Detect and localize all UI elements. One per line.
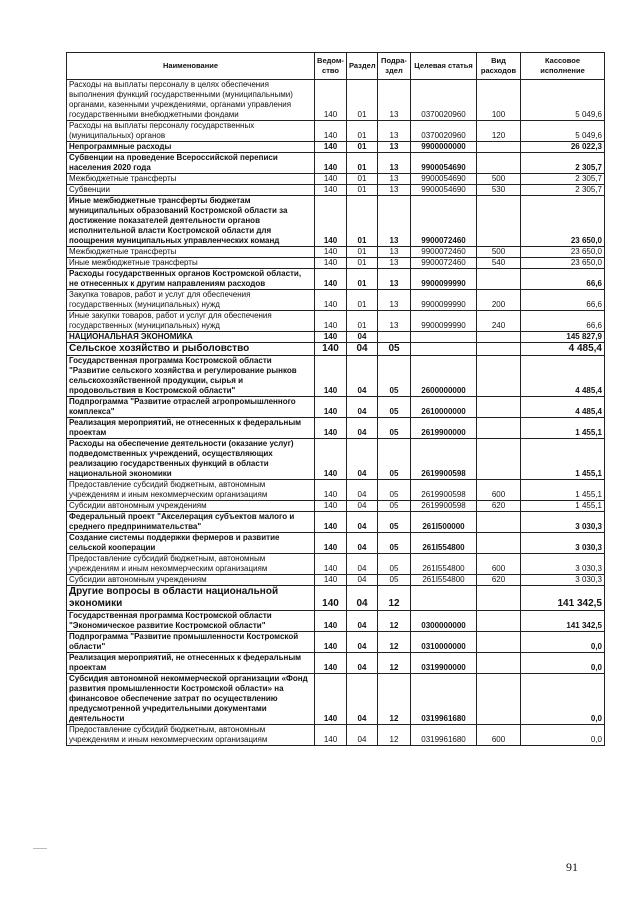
cell-name: Федеральный проект "Акселерация субъектов малого и среднего предпринимательства" bbox=[67, 512, 315, 533]
cell-exptype bbox=[477, 418, 521, 439]
cell-target: 2610000000 bbox=[411, 397, 477, 418]
cell-cash: 0,0 bbox=[521, 653, 605, 674]
cell-cash: 1 455,1 bbox=[521, 501, 605, 512]
cell-exptype bbox=[477, 332, 521, 343]
cell-cash: 2 305,7 bbox=[521, 185, 605, 196]
cell-cash: 3 030,3 bbox=[521, 554, 605, 575]
cell-dept: 140 bbox=[315, 80, 347, 121]
table-row bbox=[67, 512, 605, 533]
cell-dept: 140 bbox=[315, 632, 347, 653]
cell-target: 0370020960 bbox=[411, 80, 477, 121]
cell-subsection: 12 bbox=[378, 632, 411, 653]
header-name: Наименование bbox=[67, 53, 315, 80]
cell-target: 9900099990 bbox=[411, 269, 477, 290]
cell-exptype bbox=[477, 142, 521, 153]
cell-target bbox=[411, 343, 477, 356]
cell-section: 04 bbox=[347, 397, 378, 418]
table-row bbox=[67, 725, 605, 746]
table-row bbox=[67, 397, 605, 418]
table-row bbox=[67, 439, 605, 480]
header-dept: Ведом-ство bbox=[315, 53, 347, 80]
header-exptype: Вид расходов bbox=[477, 53, 521, 80]
cell-dept: 140 bbox=[315, 480, 347, 501]
cell-name: Закупка товаров, работ и услуг для обеспечения государственных (муниципальных) нужд bbox=[67, 290, 315, 311]
cell-cash: 1 455,1 bbox=[521, 439, 605, 480]
cell-dept: 140 bbox=[315, 356, 347, 397]
table-row bbox=[67, 480, 605, 501]
cell-target: 9900000000 bbox=[411, 142, 477, 153]
cell-dept: 140 bbox=[315, 290, 347, 311]
table-row bbox=[67, 185, 605, 196]
cell-cash: 3 030,3 bbox=[521, 575, 605, 586]
cell-subsection: 05 bbox=[378, 356, 411, 397]
cell-exptype bbox=[477, 611, 521, 632]
cell-subsection: 13 bbox=[378, 153, 411, 174]
cell-target: 0319900000 bbox=[411, 653, 477, 674]
cell-section: 04 bbox=[347, 501, 378, 512]
table-row bbox=[67, 343, 605, 356]
cell-cash: 4 485,4 bbox=[521, 343, 605, 356]
table-row bbox=[67, 674, 605, 725]
cell-dept: 140 bbox=[315, 397, 347, 418]
table-row bbox=[67, 174, 605, 185]
cell-section: 01 bbox=[347, 142, 378, 153]
cell-cash: 1 455,1 bbox=[521, 480, 605, 501]
table-row bbox=[67, 356, 605, 397]
cell-subsection: 05 bbox=[378, 343, 411, 356]
cell-target: 0319961680 bbox=[411, 725, 477, 746]
cell-target: 9900099990 bbox=[411, 290, 477, 311]
cell-cash: 26 022,3 bbox=[521, 142, 605, 153]
cell-subsection: 05 bbox=[378, 418, 411, 439]
cell-name: Субсидия автономной некоммерческой организации «Фонд развития промышленности Костромской области» на финансовое обеспечение затрат по осуществлению предусмотренной учредительными документами деятельности bbox=[67, 674, 315, 725]
table-row bbox=[67, 501, 605, 512]
cell-section: 04 bbox=[347, 674, 378, 725]
cell-section: 04 bbox=[347, 439, 378, 480]
cell-name: Реализация мероприятий, не отнесенных к федеральным проектам bbox=[67, 418, 315, 439]
cell-exptype: 200 bbox=[477, 290, 521, 311]
table-row bbox=[67, 258, 605, 269]
cell-name: Сельское хозяйство и рыболовство bbox=[67, 343, 315, 356]
cell-cash: 0,0 bbox=[521, 632, 605, 653]
cell-cash: 3 030,3 bbox=[521, 533, 605, 554]
cell-subsection: 13 bbox=[378, 247, 411, 258]
cell-target: 2619900598 bbox=[411, 439, 477, 480]
cell-subsection: 05 bbox=[378, 397, 411, 418]
cell-section: 01 bbox=[347, 290, 378, 311]
cell-name: Государственная программа Костромской области "Развитие сельского хозяйства и регулирование рынков сельскохозяйственной продукции, сырья и продовольствия в Костромской области" bbox=[67, 356, 315, 397]
cell-dept: 140 bbox=[315, 418, 347, 439]
cell-exptype bbox=[477, 397, 521, 418]
cell-section: 01 bbox=[347, 247, 378, 258]
cell-subsection: 13 bbox=[378, 80, 411, 121]
cell-section: 04 bbox=[347, 554, 378, 575]
table-row bbox=[67, 269, 605, 290]
cell-cash: 0,0 bbox=[521, 674, 605, 725]
cell-target: 9900072460 bbox=[411, 258, 477, 269]
cell-target: 261I554800 bbox=[411, 554, 477, 575]
cell-name: Предоставление субсидий бюджетным, автономным учреждениям и иным некоммерческим организациям bbox=[67, 725, 315, 746]
cell-section: 01 bbox=[347, 80, 378, 121]
table-row bbox=[67, 80, 605, 121]
cell-exptype bbox=[477, 439, 521, 480]
header-target: Целевая статья bbox=[411, 53, 477, 80]
cell-name: Иные межбюджетные трансферты bbox=[67, 258, 315, 269]
cell-target: 0319961680 bbox=[411, 674, 477, 725]
cell-cash: 141 342,5 bbox=[521, 586, 605, 611]
cell-exptype bbox=[477, 269, 521, 290]
cell-dept: 140 bbox=[315, 512, 347, 533]
table-row bbox=[67, 575, 605, 586]
cell-name: Иные межбюджетные трансферты бюджетам муниципальных образований Костромской области за достижение показателей деятельности органов исполнительной власти Костромской области для поощрения муниципальных управленческих команд bbox=[67, 196, 315, 247]
cell-cash: 23 650,0 bbox=[521, 196, 605, 247]
cell-dept: 140 bbox=[315, 439, 347, 480]
table-row bbox=[67, 632, 605, 653]
cell-dept: 140 bbox=[315, 311, 347, 332]
cell-section: 01 bbox=[347, 311, 378, 332]
cell-section: 04 bbox=[347, 418, 378, 439]
cell-target: 9900054690 bbox=[411, 185, 477, 196]
cell-cash: 2 305,7 bbox=[521, 174, 605, 185]
cell-name: Субвенции на проведение Всероссийской переписи населения 2020 года bbox=[67, 153, 315, 174]
cell-target: 2619900598 bbox=[411, 480, 477, 501]
cell-dept: 140 bbox=[315, 653, 347, 674]
cell-section: 04 bbox=[347, 611, 378, 632]
cell-dept: 140 bbox=[315, 153, 347, 174]
cell-exptype bbox=[477, 343, 521, 356]
margin-mark bbox=[33, 848, 47, 849]
cell-section: 04 bbox=[347, 332, 378, 343]
cell-target: 9900072460 bbox=[411, 247, 477, 258]
cell-name: Межбюджетные трансферты bbox=[67, 174, 315, 185]
cell-name: Государственная программа Костромской области "Экономическое развитие Костромской области" bbox=[67, 611, 315, 632]
cell-exptype: 240 bbox=[477, 311, 521, 332]
header-cash: Кассовое исполнение bbox=[521, 53, 605, 80]
cell-dept: 140 bbox=[315, 533, 347, 554]
cell-name: Создание системы поддержки фермеров и развитие сельской кооперации bbox=[67, 533, 315, 554]
cell-dept: 140 bbox=[315, 247, 347, 258]
cell-exptype: 540 bbox=[477, 258, 521, 269]
cell-subsection: 13 bbox=[378, 174, 411, 185]
cell-target: 9900072460 bbox=[411, 196, 477, 247]
cell-subsection: 13 bbox=[378, 269, 411, 290]
cell-target: 2619900598 bbox=[411, 501, 477, 512]
cell-target: 2600000000 bbox=[411, 356, 477, 397]
cell-cash: 3 030,3 bbox=[521, 512, 605, 533]
cell-name: Субсидии автономным учреждениям bbox=[67, 501, 315, 512]
cell-subsection: 05 bbox=[378, 554, 411, 575]
cell-subsection: 13 bbox=[378, 142, 411, 153]
cell-subsection: 05 bbox=[378, 512, 411, 533]
cell-name: Реализация мероприятий, не отнесенных к федеральным проектам bbox=[67, 653, 315, 674]
cell-section: 04 bbox=[347, 725, 378, 746]
cell-dept: 140 bbox=[315, 196, 347, 247]
cell-section: 04 bbox=[347, 632, 378, 653]
cell-name: Предоставление субсидий бюджетным, автономным учреждениям и иным некоммерческим организациям bbox=[67, 554, 315, 575]
table-row bbox=[67, 121, 605, 142]
cell-exptype bbox=[477, 533, 521, 554]
cell-section: 01 bbox=[347, 269, 378, 290]
cell-name: Субвенции bbox=[67, 185, 315, 196]
cell-dept: 140 bbox=[315, 725, 347, 746]
table-row bbox=[67, 533, 605, 554]
cell-dept: 140 bbox=[315, 575, 347, 586]
cell-name: Расходы на выплаты персоналу в целях обеспечения выполнения функций государственными (муниципальными) органами, казенными учреждениями, органами управления государственными внебюджетными фондами bbox=[67, 80, 315, 121]
cell-dept: 140 bbox=[315, 501, 347, 512]
cell-target: 0310000000 bbox=[411, 632, 477, 653]
cell-subsection: 13 bbox=[378, 290, 411, 311]
table-row bbox=[67, 290, 605, 311]
cell-name: Расходы на выплаты персоналу государственных (муниципальных) органов bbox=[67, 121, 315, 142]
budget-table bbox=[66, 52, 605, 746]
cell-section: 01 bbox=[347, 185, 378, 196]
cell-subsection: 12 bbox=[378, 611, 411, 632]
cell-name: Другие вопросы в области национальной экономики bbox=[67, 586, 315, 611]
cell-dept: 140 bbox=[315, 142, 347, 153]
cell-subsection: 13 bbox=[378, 258, 411, 269]
cell-name: Межбюджетные трансферты bbox=[67, 247, 315, 258]
cell-dept: 140 bbox=[315, 121, 347, 142]
budget-sheet bbox=[66, 52, 604, 746]
header-section: Раздел bbox=[347, 53, 378, 80]
cell-exptype: 600 bbox=[477, 725, 521, 746]
cell-subsection: 13 bbox=[378, 311, 411, 332]
cell-cash: 5 049,6 bbox=[521, 80, 605, 121]
cell-subsection: 05 bbox=[378, 439, 411, 480]
table-row bbox=[67, 586, 605, 611]
cell-cash: 4 485,4 bbox=[521, 356, 605, 397]
cell-exptype bbox=[477, 586, 521, 611]
cell-section: 01 bbox=[347, 153, 378, 174]
table-row bbox=[67, 196, 605, 247]
cell-name: Иные закупки товаров, работ и услуг для обеспечения государственных (муниципальных) нужд bbox=[67, 311, 315, 332]
cell-exptype bbox=[477, 196, 521, 247]
cell-dept: 140 bbox=[315, 174, 347, 185]
cell-cash: 141 342,5 bbox=[521, 611, 605, 632]
cell-section: 01 bbox=[347, 258, 378, 269]
cell-target: 0300000000 bbox=[411, 611, 477, 632]
cell-name: Подпрограмма "Развитие промышленности Костромской области" bbox=[67, 632, 315, 653]
cell-exptype: 600 bbox=[477, 554, 521, 575]
cell-section: 01 bbox=[347, 174, 378, 185]
cell-section: 04 bbox=[347, 343, 378, 356]
cell-subsection: 05 bbox=[378, 480, 411, 501]
cell-section: 04 bbox=[347, 480, 378, 501]
cell-cash: 66,6 bbox=[521, 269, 605, 290]
cell-target: 9900054690 bbox=[411, 174, 477, 185]
table-row bbox=[67, 653, 605, 674]
cell-name: Расходы на обеспечение деятельности (оказание услуг) подведомственных учреждений, осуществляющих реализацию государственных функций в области национальной экономики bbox=[67, 439, 315, 480]
table-row bbox=[67, 142, 605, 153]
table-row bbox=[67, 554, 605, 575]
cell-target: 2619900000 bbox=[411, 418, 477, 439]
cell-dept: 140 bbox=[315, 674, 347, 725]
cell-subsection: 12 bbox=[378, 674, 411, 725]
cell-section: 04 bbox=[347, 533, 378, 554]
cell-name: Расходы государственных органов Костромской области, не отнесенных к другим направлениям расходов bbox=[67, 269, 315, 290]
cell-cash: 66,6 bbox=[521, 311, 605, 332]
cell-section: 04 bbox=[347, 356, 378, 397]
cell-section: 04 bbox=[347, 653, 378, 674]
cell-section: 01 bbox=[347, 121, 378, 142]
cell-target bbox=[411, 332, 477, 343]
budget-body bbox=[67, 80, 605, 746]
cell-subsection: 13 bbox=[378, 185, 411, 196]
cell-target: 261I554800 bbox=[411, 575, 477, 586]
cell-target bbox=[411, 586, 477, 611]
cell-subsection: 13 bbox=[378, 196, 411, 247]
table-row bbox=[67, 311, 605, 332]
cell-subsection: 12 bbox=[378, 725, 411, 746]
cell-cash: 145 827,9 bbox=[521, 332, 605, 343]
cell-subsection: 12 bbox=[378, 653, 411, 674]
table-row bbox=[67, 611, 605, 632]
cell-subsection: 05 bbox=[378, 501, 411, 512]
cell-name: НАЦИОНАЛЬНАЯ ЭКОНОМИКА bbox=[67, 332, 315, 343]
cell-name: Подпрограмма "Развитие отраслей агропромышленного комплекса" bbox=[67, 397, 315, 418]
cell-target: 0370020960 bbox=[411, 121, 477, 142]
page-number: 91 bbox=[566, 860, 578, 874]
cell-target: 9900054690 bbox=[411, 153, 477, 174]
cell-exptype bbox=[477, 356, 521, 397]
cell-target: 9900099990 bbox=[411, 311, 477, 332]
cell-subsection: 12 bbox=[378, 586, 411, 611]
cell-dept: 140 bbox=[315, 586, 347, 611]
cell-target: 261I554800 bbox=[411, 533, 477, 554]
cell-dept: 140 bbox=[315, 611, 347, 632]
cell-dept: 140 bbox=[315, 554, 347, 575]
header-row bbox=[67, 53, 605, 80]
cell-cash: 5 049,6 bbox=[521, 121, 605, 142]
cell-exptype: 620 bbox=[477, 501, 521, 512]
header-subsection: Подра-здел bbox=[378, 53, 411, 80]
cell-dept: 140 bbox=[315, 332, 347, 343]
cell-exptype bbox=[477, 153, 521, 174]
cell-exptype bbox=[477, 653, 521, 674]
cell-cash: 23 650,0 bbox=[521, 258, 605, 269]
cell-section: 04 bbox=[347, 512, 378, 533]
cell-section: 04 bbox=[347, 586, 378, 611]
cell-dept: 140 bbox=[315, 269, 347, 290]
cell-cash: 1 455,1 bbox=[521, 418, 605, 439]
cell-cash: 66,6 bbox=[521, 290, 605, 311]
cell-cash: 0,0 bbox=[521, 725, 605, 746]
cell-section: 01 bbox=[347, 196, 378, 247]
cell-exptype: 500 bbox=[477, 174, 521, 185]
table-row bbox=[67, 153, 605, 174]
cell-exptype: 620 bbox=[477, 575, 521, 586]
cell-exptype: 530 bbox=[477, 185, 521, 196]
cell-section: 04 bbox=[347, 575, 378, 586]
cell-subsection: 05 bbox=[378, 533, 411, 554]
table-row bbox=[67, 247, 605, 258]
cell-dept: 140 bbox=[315, 185, 347, 196]
cell-cash: 4 485,4 bbox=[521, 397, 605, 418]
cell-subsection: 13 bbox=[378, 121, 411, 142]
cell-name: Предоставление субсидий бюджетным, автономным учреждениям и иным некоммерческим организациям bbox=[67, 480, 315, 501]
table-row bbox=[67, 418, 605, 439]
cell-subsection bbox=[378, 332, 411, 343]
cell-exptype: 500 bbox=[477, 247, 521, 258]
cell-exptype bbox=[477, 674, 521, 725]
cell-name: Непрограммные расходы bbox=[67, 142, 315, 153]
cell-cash: 2 305,7 bbox=[521, 153, 605, 174]
cell-name: Субсидии автономным учреждениям bbox=[67, 575, 315, 586]
cell-exptype: 600 bbox=[477, 480, 521, 501]
cell-target: 261I500000 bbox=[411, 512, 477, 533]
cell-cash: 23 650,0 bbox=[521, 247, 605, 258]
cell-dept: 140 bbox=[315, 258, 347, 269]
cell-subsection: 05 bbox=[378, 575, 411, 586]
cell-exptype bbox=[477, 512, 521, 533]
cell-exptype: 120 bbox=[477, 121, 521, 142]
table-row bbox=[67, 332, 605, 343]
cell-dept: 140 bbox=[315, 343, 347, 356]
cell-exptype bbox=[477, 632, 521, 653]
cell-exptype: 100 bbox=[477, 80, 521, 121]
